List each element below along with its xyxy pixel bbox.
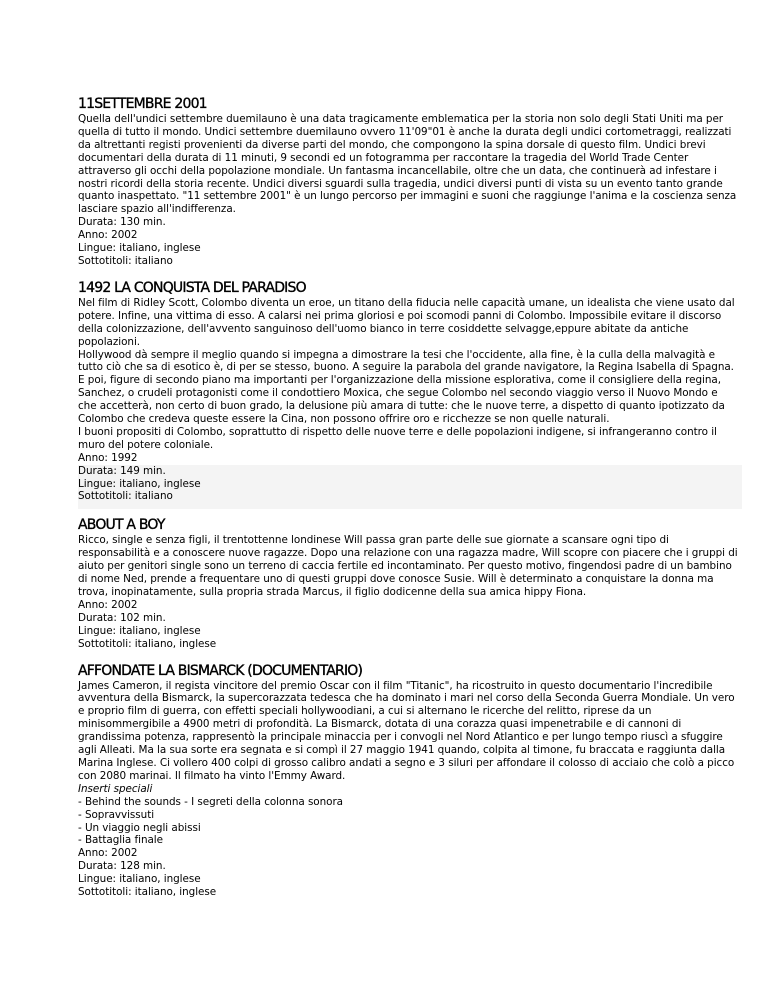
- meta-line: Durata: 149 min.: [78, 464, 166, 477]
- meta-line: Sottotitoli: italiano, inglese: [78, 637, 217, 650]
- film-title: 1492 LA CONQUISTA DEL PARADISO: [78, 279, 306, 296]
- extras-item: - Sopravvissuti: [78, 808, 155, 821]
- film-entry: [78, 663, 738, 899]
- meta-line: Durata: 128 min.: [78, 860, 166, 873]
- meta-line: Anno: 2002: [78, 598, 138, 611]
- extras-heading: Inserti speciali: [78, 782, 153, 795]
- meta-line: Lingue: italiano, inglese: [78, 477, 201, 490]
- film-entry: [78, 96, 738, 268]
- meta-line: Lingue: italiano, inglese: [78, 873, 201, 886]
- extras-item: - Behind the sounds - I segreti della colonna sonora: [78, 795, 343, 808]
- shaded-meta-block: [78, 465, 742, 510]
- extras-item: - Battaglia finale: [78, 834, 163, 847]
- meta-line: Sottotitoli: italiano: [78, 254, 173, 267]
- meta-line: Durata: 102 min.: [78, 611, 166, 624]
- film-meta: [78, 599, 738, 651]
- meta-line: Lingue: italiano, inglese: [78, 624, 201, 637]
- film-meta: [78, 216, 738, 268]
- meta-line: Lingue: italiano, inglese: [78, 242, 201, 255]
- meta-line: Anno: 2002: [78, 229, 138, 242]
- film-description: I buoni propositi di Colombo, soprattutto di rispetto delle nuove terre e delle popolazioni indigene, si infrangeranno contro il muro del potere coloniale.: [78, 425, 717, 451]
- meta-line: Anno: 2002: [78, 847, 138, 860]
- film-description: Quella dell'undici settembre duemilauno è una data tragicamente emblematica per la storia non solo degli Stati Uniti ma per quella di tutto il mondo. Undici settembre duemilauno ovvero 11'09"01 è anche la durata degli undici cortometraggi, realizzati da altrettanti registi provenienti da diverse parti del mondo, che compongono la spina dorsale di questo film. Undici brevi documentari della durata di 11 minuti, 9 secondi ed un fotogramma per raccontare la tragedia del World Trade Center attraverso gli occhi della popolazione mondiale. Un fantasma incancellabile, oltre che un data, che continuerà ad infestare i nostri ricordi della storia recente. Undici diversi sguardi sulla tragedia, undici diversi punti di vista su un evento tanto grande quanto inaspettato. "11 settembre 2001" è un lungo percorso per immagini e suoni che raggiunge l'anima e la coscienza senza lasciare spazio all'indifferenza.: [78, 113, 737, 216]
- film-entry: [78, 280, 738, 510]
- meta-line: Anno: 1992: [78, 451, 138, 464]
- film-meta: [78, 452, 738, 510]
- film-title: AFFONDATE LA BISMARCK (DOCUMENTARIO): [78, 662, 363, 679]
- meta-line: Sottotitoli: italiano, inglese: [78, 886, 217, 899]
- film-entry: [78, 517, 738, 650]
- film-description: Nel film di Ridley Scott, Colombo diventa un eroe, un titano della fiducia nelle capacità umane, un idealista che viene usato dal potere. Infine, una vittima di esso. A calarsi nei prima gloriosi e poi scomodi panni di Colombo. Impossibile evitare il discorso della colonizzazione, dell'avvento sanguinoso dell'uomo bianco in terre cosiddette selvagge,eppure abitate da antiche popolazioni.: [78, 296, 735, 348]
- film-description: Ricco, single e senza figli, il trentottenne londinese Will passa gran parte delle sue giornate a scansare ogni tipo di responsabilità e a conoscere nuove ragazze. Dopo una relazione con una ragazza madre, Will scopre con piacere che i gruppi di aiuto per genitori single sono un terreno di caccia fertile ed incontaminato. Per questo motivo, fingendosi padre di un bambino di nome Ned, prende a frequentare uno di questi gruppi dove conosce Susie. Will è determinato a conquistare la donna ma trova, inopinatamente, sulla propria strada Marcus, il figlio dodicenne della sua amica hippy Fiona.: [78, 534, 738, 598]
- film-description: Hollywood dà sempre il meglio quando si impegna a dimostrare la tesi che l'occidente, alla fine, è la culla della malvagità e tutto ciò che sa di esotico è, di per se stesso, buono. A seguire la parabola del grande navigatore, la Regina Isabella di Spagna. E poi, figure di secondo piano ma importanti per l'organizzazione della missione esplorativa, come il consigliere della regina, Sanchez, o crudeli protagonisti come il condottiero Moxica, che segue Colombo nel secondo viaggio verso il Nuovo Mondo e che accetterà, non certo di buon grado, la delusione più amara di tutte: che le nuove terre, a dispetto di quanto ipotizzato da Colombo che credeva queste essere la Cina, non possono offrire oro e ricchezze se non quelle naturali.: [78, 348, 734, 426]
- extras-item: - Un viaggio negli abissi: [78, 821, 201, 834]
- film-title: ABOUT A BOY: [78, 517, 165, 534]
- meta-line: Durata: 130 min.: [78, 216, 166, 229]
- film-title: 11SETTEMBRE 2001: [78, 96, 207, 112]
- film-description: James Cameron, il regista vincitore del premio Oscar con il film "Titanic", ha ricostruito in questo documentario l'incredibile avventura della Bismarck, la supercorazzata tedesca che ha dominato i mari nel corso della Seconda Guerra Mondiale. Un vero e proprio film di guerra, con effetti speciali hollywoodiani, a cui si alternano le ricerche del relitto, riprese da un minisommergibile a 4900 metri di profondità. La Bismarck, dotata di una corazza quasi impenetrabile e di cannoni di grandissima potenza, rappresentò la principale minaccia per i convogli nel Nord Atlantico e per lungo tempo riuscì a sfuggire agli Alleati. Ma la sua sorte era segnata e si compì il 27 maggio 1941 quando, colpita al timone, fu braccata e raggiunta dalla Marina Inglese. Ci vollero 400 colpi di grosso calibro andati a segno e 3 siluri per affondare il colosso di acciaio che colò a picco con 2080 marinai. Il filmato ha vinto l'Emmy Award.: [78, 679, 735, 782]
- meta-line: Sottotitoli: italiano: [78, 490, 173, 503]
- film-meta: [78, 847, 738, 899]
